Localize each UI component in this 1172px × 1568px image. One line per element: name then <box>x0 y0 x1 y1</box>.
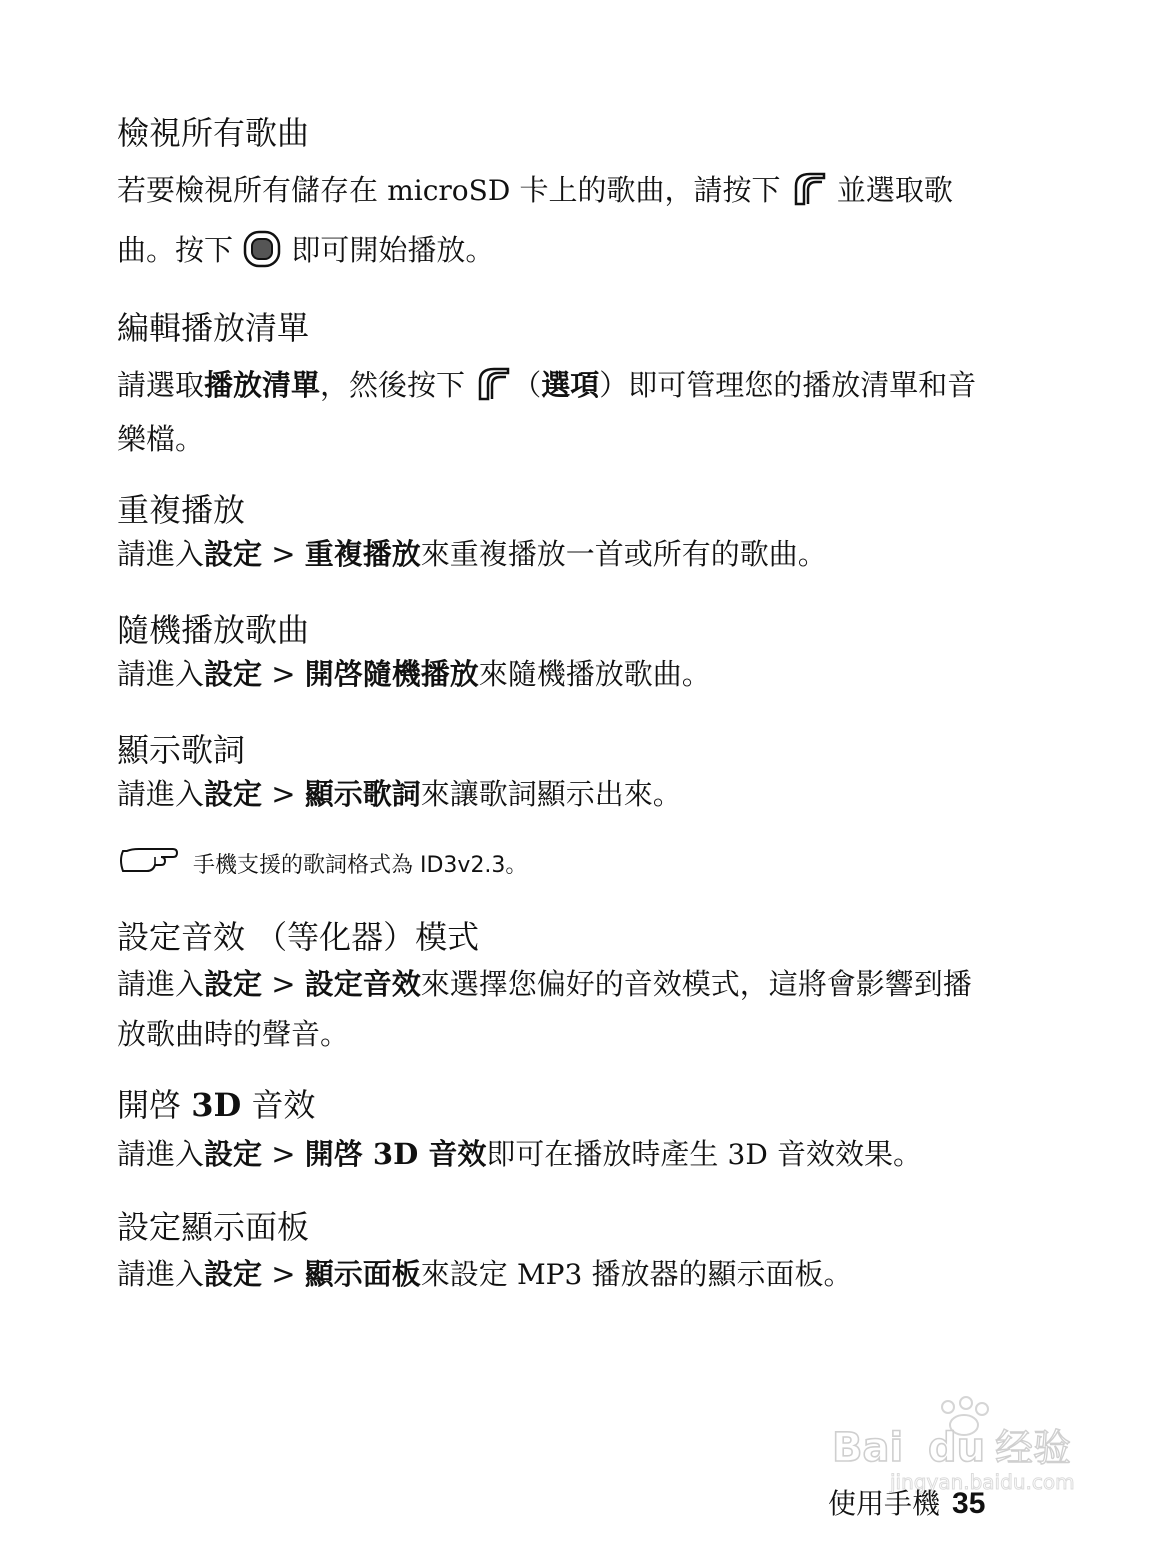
heading-edit-playlist: 編輯播放清單 <box>117 309 310 347</box>
paragraph-edit-playlist-line1: 請選取播放清單，然後按下 （選項）即可管理您的播放清單和音 <box>117 363 976 410</box>
heading-lyrics: 顯示歌詞 <box>117 731 246 769</box>
heading-shuffle: 隨機播放歌曲 <box>117 611 310 649</box>
left-softkey-icon <box>474 365 512 410</box>
paragraph-edit-playlist-line2: 樂檔。 <box>117 422 205 456</box>
heading-equalizer: 設定音效 （等化器）模式 <box>117 918 480 956</box>
heading-view-all-songs: 檢視所有歌曲 <box>117 114 310 152</box>
paragraph-equalizer-line1: 請進入設定 > 設定音效來選擇您偏好的音效模式，這將會影響到播 <box>117 967 972 1001</box>
svg-text:Bai: Bai <box>832 1425 904 1471</box>
paragraph-lyrics: 請進入設定 > 顯示歌詞來讓歌詞顯示出來。 <box>117 777 682 811</box>
paragraph-shuffle: 請進入設定 > 開啓隨機播放來隨機播放歌曲。 <box>117 657 711 691</box>
left-softkey-icon <box>790 170 828 215</box>
paragraph-view-all-line1: 若要檢視所有儲存在 microSD 卡上的歌曲，請按下 並選取歌 <box>117 168 953 215</box>
page-number: 35 <box>952 1487 986 1520</box>
heading-repeat: 重複播放 <box>117 491 246 529</box>
note <box>117 845 527 881</box>
paragraph-equalizer-line2: 放歌曲時的聲音。 <box>117 1017 350 1051</box>
heading-3d-sound: 開啓 3D 音效 <box>117 1086 316 1124</box>
paragraph-3d-sound: 請進入設定 > 開啓 3D 音效即可在播放時產生 3D 音效效果。 <box>117 1137 923 1171</box>
paragraph-display-panel: 請進入設定 > 顯示面板來設定 MP3 播放器的顯示面板。 <box>117 1257 853 1291</box>
paragraph-view-all-line2: 曲。按下 即可開始播放。 <box>117 228 494 276</box>
pointing-hand-icon <box>117 845 193 881</box>
page-footer <box>828 1482 985 1522</box>
paragraph-repeat: 請進入設定 > 重複播放來重複播放一首或所有的歌曲。 <box>117 537 827 571</box>
svg-text:du: du <box>928 1425 986 1471</box>
heading-display-panel: 設定顯示面板 <box>117 1208 310 1246</box>
svg-text:jingyan.baidu.com: jingyan.baidu.com <box>890 1470 1075 1494</box>
note-text: 手機支援的歌詞格式為 ID3v2.3。 <box>193 852 528 878</box>
svg-text:经验: 经验 <box>995 1426 1072 1470</box>
center-key-icon <box>242 229 282 276</box>
footer-label: 使用手機 <box>828 1487 941 1520</box>
baidu-watermark-logo <box>830 1395 1100 1495</box>
